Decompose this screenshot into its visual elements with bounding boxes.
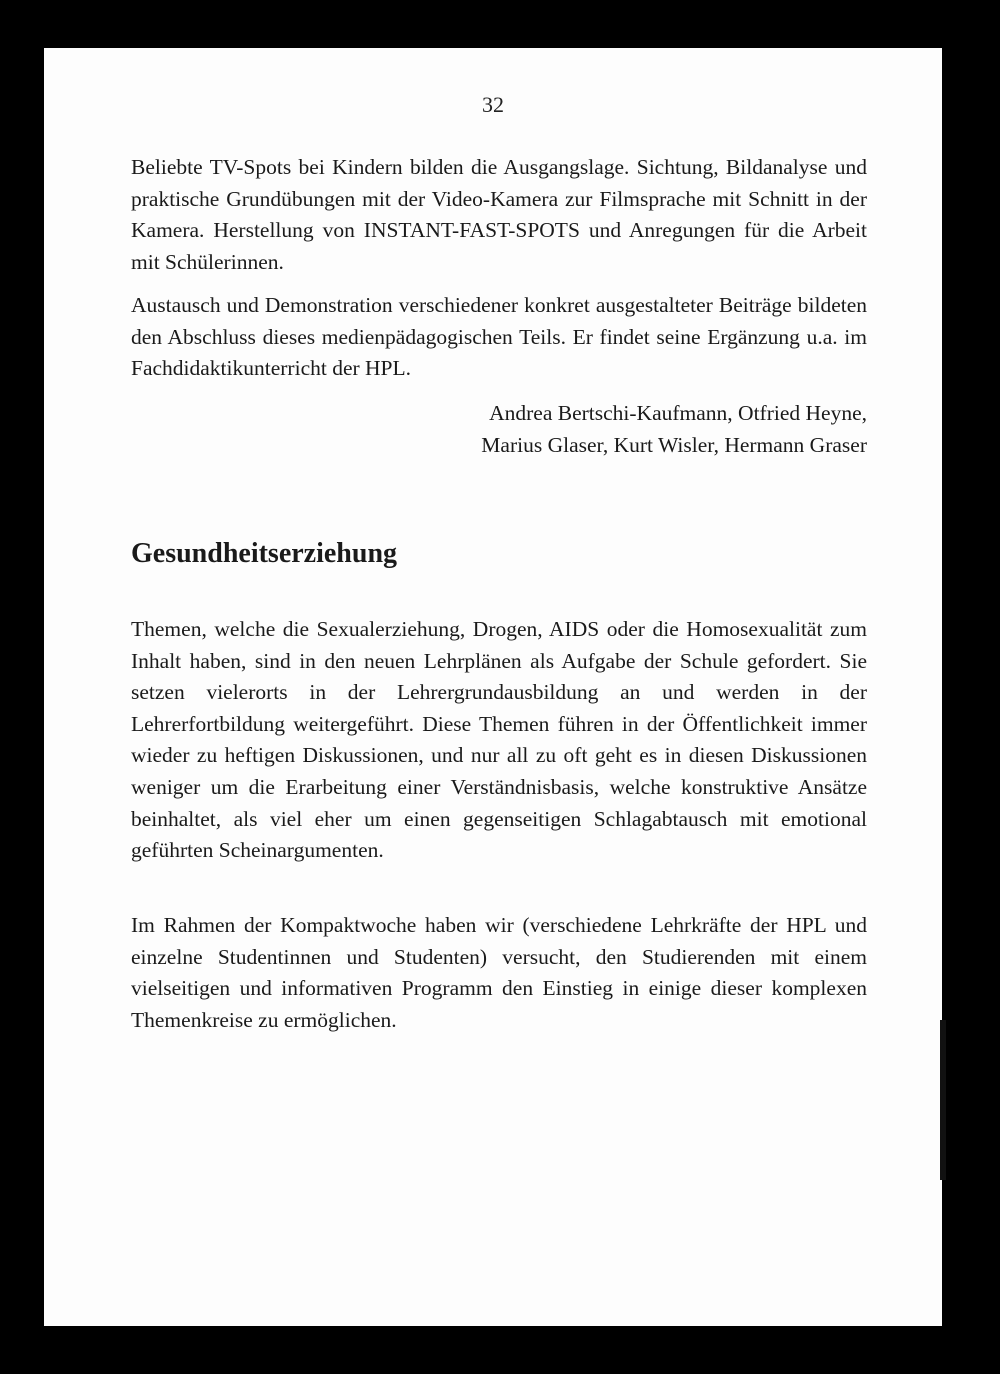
- author-line-1: Andrea Bertschi-Kaufmann, Otfried Heyne,: [489, 401, 867, 425]
- page-number: 32: [482, 92, 504, 117]
- author-credits: [131, 398, 867, 461]
- scan-edge-mark: [940, 1020, 946, 1180]
- paragraph-exchange: Austausch und Demonstration verschiedener konkret ausgestalteter Beiträge bildeten den Abschluss dieses medienpädagogischen Teils. Er findet seine Ergänzung u.a. im Fachdidaktikunterricht der HPL.: [131, 293, 867, 381]
- paragraph-compact-week: Im Rahmen der Kompaktwoche haben wir (verschiedene Lehrkräfte der HPL und einzelne Studentinnen und Studenten) versucht, den Studierenden mit einem vielseitigen und informativen Programm den Einstieg in einige dieser komplexen Themenkreise zu ermöglichen.: [131, 913, 867, 1032]
- paragraph-tv-spots: Beliebte TV-Spots bei Kindern bilden die Ausgangslage. Sichtung, Bildanalyse und praktische Grundübungen mit der Video-Kamera zur Filmsprache mit Schnitt in der Kamera. Herstellung von INSTANT-FAST-SPOTS und Anregungen für die Arbeit mit Schülerinnen.: [131, 155, 867, 274]
- paragraph-topics: Themen, welche die Sexualerziehung, Drogen, AIDS oder die Homosexualität zum Inhalt haben, sind in den neuen Lehrplänen als Aufgabe der Schule gefordert. Sie setzen vielerorts in der Lehrergrundausbildung an und werden in der Lehrerfortbildung weitergeführt. Diese Themen führen in der Öffentlichkeit immer wieder zu heftigen Diskussionen, und nur all zu oft geht es in diesen Diskussionen weniger um die Erarbeitung einer Verständnisbasis, welche konstruktive Ansätze beinhaltet, als viel eher um einen gegenseitigen Schlagabtausch mit emotional geführten Scheinargumenten.: [131, 617, 867, 863]
- document-page: [44, 48, 942, 1326]
- section-heading: Gesundheitserziehung: [131, 538, 398, 569]
- author-line-2: Marius Glaser, Kurt Wisler, Hermann Graser: [481, 432, 867, 457]
